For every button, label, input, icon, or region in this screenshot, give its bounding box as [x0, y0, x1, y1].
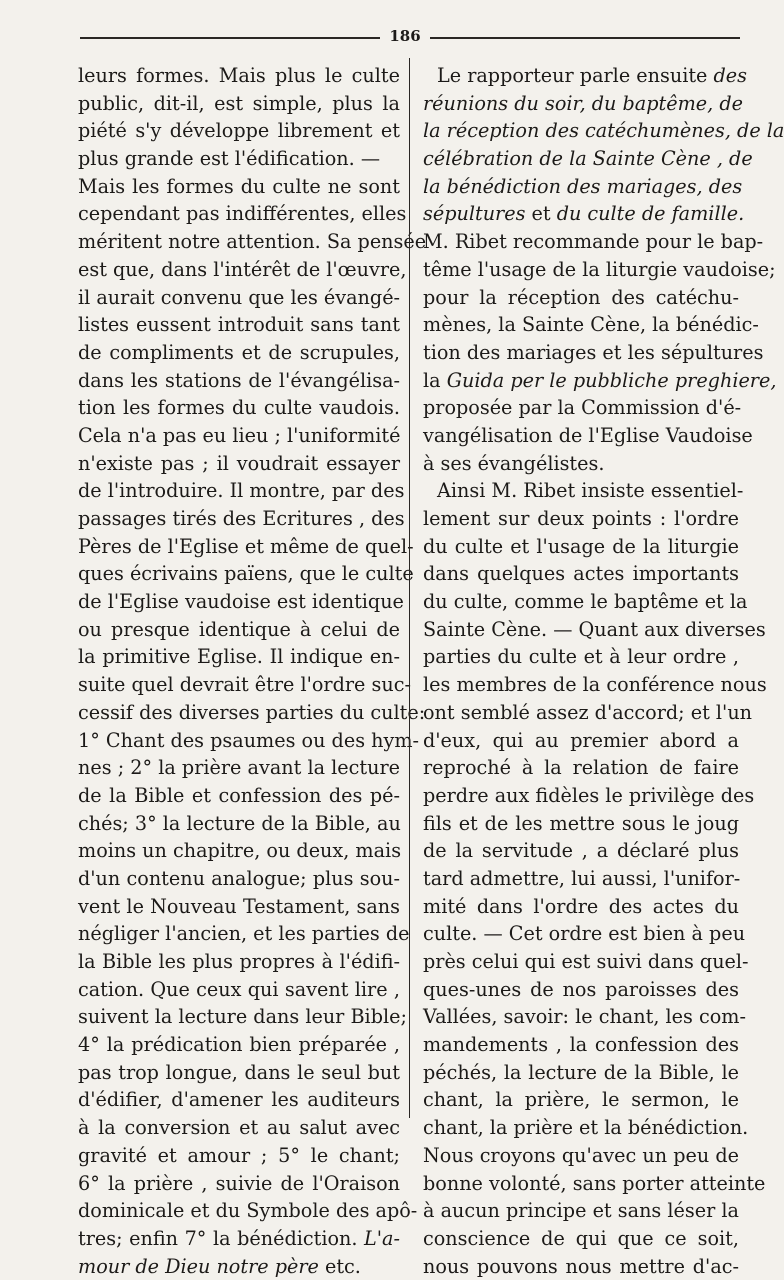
text-line	[423, 367, 777, 395]
italic-segment: du culte de famille.	[556, 202, 745, 226]
text-segment: ques-unes de nos paroisses des	[423, 977, 739, 1001]
text-segment: 1° Chant des psaumes ou des hym-	[78, 728, 420, 752]
text-line	[78, 62, 400, 90]
text-line	[78, 450, 400, 478]
text-segment: nes ; 2° la prière avant la lecture	[78, 756, 400, 780]
text-segment: dans les stations de l'évangélisa-	[78, 368, 400, 392]
text-line	[423, 560, 739, 588]
text-line	[78, 477, 405, 505]
text-segment: d'un contenu analogue; plus sou-	[78, 866, 400, 890]
text-segment: dominicale et du Symbole des apô-	[78, 1199, 418, 1223]
text-segment: dans quelques actes importants	[423, 562, 739, 586]
italic-segment: la réception des catéchumènes, de la	[423, 119, 784, 143]
text-line	[423, 671, 767, 699]
text-line	[423, 948, 749, 976]
text-line	[423, 533, 739, 561]
text-segment: tard admettre, lui aussi, l'unifor-	[423, 866, 741, 890]
text-segment: bonne volonté, sans porter atteinte	[423, 1171, 766, 1195]
text-line	[423, 1031, 739, 1059]
text-segment: reproché à la relation de faire	[423, 756, 739, 780]
text-segment: piété s'y développe librement et	[78, 119, 400, 143]
text-segment: à la conversion et au salut avec	[78, 1116, 400, 1140]
text-line	[423, 1059, 739, 1087]
text-segment: tême l'usage de la liturgie vaudoise;	[423, 257, 776, 281]
text-line	[78, 1170, 400, 1198]
text-segment: parties du culte et à leur ordre ,	[423, 645, 739, 669]
text-line	[78, 643, 400, 671]
text-line	[78, 533, 414, 561]
text-segment: Le rapporteur parle ensuite	[437, 64, 714, 87]
text-segment: chant, la prière, le sermon, le	[423, 1088, 739, 1112]
italic-segment: célébration de la Sainte Cène , de	[423, 147, 753, 171]
text-line	[423, 339, 764, 367]
text-segment: ont semblé assez d'accord; et l'un	[423, 700, 753, 724]
text-segment: de la servitude , a déclaré plus	[423, 839, 739, 863]
text-segment: pour la réception des catéchu-	[423, 285, 739, 309]
italic-segment: sépultures	[423, 202, 526, 226]
text-line	[423, 477, 744, 505]
text-segment: la primitive Eglise. Il indique en-	[78, 645, 400, 669]
text-line	[423, 173, 743, 201]
text-line	[423, 228, 764, 256]
text-segment: leurs formes. Mais plus le culte	[78, 64, 400, 87]
text-line	[423, 284, 739, 312]
text-line	[78, 782, 400, 810]
text-segment: 6° la prière , suivie de l'Oraison	[78, 1171, 400, 1195]
text-line	[78, 588, 404, 616]
text-segment: gravité et amour ; 5° le chant;	[78, 1143, 400, 1167]
text-line	[78, 837, 400, 865]
text-segment: nous pouvons nous mettre d'ac-	[423, 1254, 739, 1278]
text-line	[78, 976, 400, 1004]
text-segment: cessif des diverses parties du culte:	[78, 700, 426, 724]
text-line	[78, 1225, 400, 1253]
text-line	[78, 699, 426, 727]
text-line	[78, 1031, 400, 1059]
text-line	[423, 90, 743, 118]
text-line	[423, 865, 739, 893]
text-segment: la	[423, 368, 447, 392]
text-segment: vent le Nouveau Testament, sans	[78, 894, 400, 918]
text-line	[78, 1059, 400, 1087]
text-segment: vangélisation de l'Eglise Vaudoise	[423, 423, 753, 447]
text-segment: plus grande est l'édification. —	[78, 147, 381, 171]
text-line	[423, 1142, 739, 1170]
text-line	[423, 810, 739, 838]
text-segment: de l'Eglise vaudoise est identique	[78, 590, 404, 614]
text-segment: cation. Que ceux qui savent lire ,	[78, 977, 400, 1001]
text-segment: suite quel devrait être l'ordre suc-	[78, 673, 411, 697]
text-line	[423, 920, 746, 948]
italic-segment: la bénédiction des mariages, des	[423, 174, 743, 198]
text-line	[78, 616, 400, 644]
text-line	[423, 727, 739, 755]
text-segment: ou presque identique à celui de	[78, 617, 400, 641]
text-line	[423, 1225, 739, 1253]
text-line	[78, 339, 400, 367]
text-segment: du culte, comme le baptême et la	[423, 590, 748, 614]
text-segment: listes eussent introduit sans tant	[78, 313, 400, 337]
text-line	[78, 117, 400, 145]
text-line	[423, 893, 739, 921]
text-line	[78, 256, 407, 284]
text-segment: passages tirés des Ecritures , des	[78, 507, 405, 530]
left-column	[78, 62, 427, 1280]
text-line	[78, 920, 410, 948]
text-segment: près celui qui est suivi dans quel-	[423, 950, 749, 973]
text-line	[78, 1142, 400, 1170]
page-number: 186	[380, 27, 430, 45]
text-segment: à ses évangélistes.	[423, 451, 605, 475]
text-segment: du culte et l'usage de la liturgie	[423, 534, 739, 558]
text-line	[423, 117, 784, 145]
text-segment: n'existe pas ; il voudrait essayer	[78, 451, 400, 475]
text-segment: tion les formes du culte vaudois.	[78, 396, 400, 420]
text-line	[423, 200, 745, 228]
text-line	[78, 865, 400, 893]
text-line	[78, 228, 427, 256]
text-line	[423, 1197, 739, 1225]
text-segment: pas trop longue, dans le seul but	[78, 1060, 400, 1084]
text-segment: il aurait convenu que les évangé-	[78, 285, 401, 309]
text-segment: moins un chapitre, ou deux, mais	[78, 839, 402, 863]
text-segment: chés; 3° la lecture de la Bible, au	[78, 811, 401, 835]
text-segment: péchés, la lecture de la Bible, le	[423, 1060, 739, 1084]
text-line	[423, 1114, 749, 1142]
text-segment: méritent notre attention. Sa pensée	[78, 230, 427, 254]
text-line	[423, 1170, 766, 1198]
text-line	[78, 1114, 400, 1142]
text-line	[78, 284, 400, 312]
text-segment: de compliments et de scrupules,	[78, 340, 400, 364]
text-line	[78, 560, 414, 588]
column-divider	[409, 58, 410, 1118]
text-line	[78, 948, 400, 976]
text-segment: M. Ribet recommande pour le bap-	[423, 230, 764, 254]
text-line	[78, 394, 400, 422]
text-segment: Cela n'a pas eu lieu ; l'uniformité	[78, 423, 401, 447]
text-line	[423, 1086, 739, 1114]
text-segment: tres; enfin 7° la bénédiction.	[78, 1226, 358, 1250]
text-segment: culte. — Cet ordre est bien à peu	[423, 922, 746, 946]
text-line	[78, 422, 400, 450]
text-line	[78, 145, 400, 173]
text-line	[78, 893, 400, 921]
text-segment: mènes, la Sainte Cène, la bénédic-	[423, 313, 759, 337]
text-line	[423, 145, 753, 173]
text-line	[78, 367, 400, 395]
text-line	[78, 200, 407, 228]
text-segment: 4° la prédication bien préparée ,	[78, 1033, 400, 1057]
text-segment: et	[525, 202, 557, 226]
right-column	[423, 62, 784, 1280]
text-line	[78, 1197, 418, 1225]
text-segment: mité dans l'ordre des actes du	[423, 894, 739, 918]
text-segment: de l'introduire. Il montre, par des	[78, 479, 405, 503]
text-segment: etc.	[318, 1254, 361, 1278]
text-segment: proposée par la Commission d'é-	[423, 396, 742, 420]
text-line	[423, 62, 747, 90]
text-line	[78, 810, 400, 838]
text-line	[78, 727, 420, 755]
text-line	[423, 976, 739, 1004]
text-segment: à aucun principe et sans léser la	[423, 1199, 739, 1223]
text-line	[423, 256, 776, 284]
text-segment: lement sur deux points : l'ordre	[423, 507, 739, 530]
text-line	[78, 90, 400, 118]
text-line	[78, 311, 400, 339]
italic-segment: Guida per le pubbliche preghiere,	[446, 368, 777, 392]
text-line	[78, 1253, 400, 1280]
text-line	[78, 173, 400, 201]
text-line	[423, 450, 739, 478]
text-line	[78, 1003, 407, 1031]
text-line	[423, 1003, 746, 1031]
text-line	[423, 588, 748, 616]
text-segment: d'édifier, d'amener les auditeurs	[78, 1088, 400, 1112]
text-line	[423, 754, 739, 782]
text-segment: cependant pas indifférentes, elles	[78, 202, 407, 226]
text-line	[78, 671, 411, 699]
text-line	[78, 754, 400, 782]
text-line	[78, 505, 405, 533]
text-segment: tion des mariages et les sépultures	[423, 340, 764, 364]
italic-segment: réunions du soir, du baptême, de	[423, 91, 743, 115]
text-line	[423, 699, 753, 727]
italic-segment: des	[713, 64, 747, 87]
text-line	[423, 616, 766, 644]
text-line	[423, 422, 753, 450]
text-segment: suivent la lecture dans leur Bible;	[78, 1005, 407, 1029]
text-segment: Mais les formes du culte ne sont	[78, 174, 400, 198]
text-line	[423, 1253, 739, 1280]
text-segment: les membres de la conférence nous	[423, 673, 767, 697]
text-segment: fils et de les mettre sous le joug	[423, 811, 739, 835]
text-segment: d'eux, qui au premier abord a	[423, 728, 739, 752]
text-line	[423, 505, 739, 533]
text-line	[423, 394, 742, 422]
text-segment: Sainte Cène. — Quant aux diverses	[423, 617, 766, 641]
text-segment: Pères de l'Eglise et même de quel-	[78, 534, 414, 558]
italic-segment: L'a-	[357, 1226, 400, 1250]
text-line	[423, 643, 739, 671]
text-line	[78, 1086, 400, 1114]
text-segment: Ainsi M. Ribet insiste essentiel-	[437, 479, 744, 503]
text-segment: mandements , la confession des	[423, 1033, 739, 1057]
text-segment: ques écrivains païens, que le culte	[78, 562, 414, 586]
text-segment: public, dit-il, est simple, plus la	[78, 91, 400, 115]
text-line	[423, 782, 755, 810]
text-segment: Vallées, savoir: le chant, les com-	[423, 1005, 746, 1029]
text-line	[423, 311, 759, 339]
text-line	[423, 837, 739, 865]
text-segment: est que, dans l'intérêt de l'œuvre,	[78, 257, 407, 281]
italic-segment: mour de Dieu notre père	[78, 1254, 319, 1278]
text-segment: perdre aux fidèles le privilège des	[423, 783, 755, 807]
text-segment: chant, la prière et la bénédiction.	[423, 1116, 749, 1140]
text-segment: la Bible les plus propres à l'édifi-	[78, 950, 400, 973]
text-segment: conscience de qui que ce soit,	[423, 1226, 739, 1250]
text-segment: négliger l'ancien, et les parties de	[78, 922, 410, 946]
text-segment: de la Bible et confession des pé-	[78, 783, 400, 807]
text-segment: Nous croyons qu'avec un peu de	[423, 1143, 739, 1167]
